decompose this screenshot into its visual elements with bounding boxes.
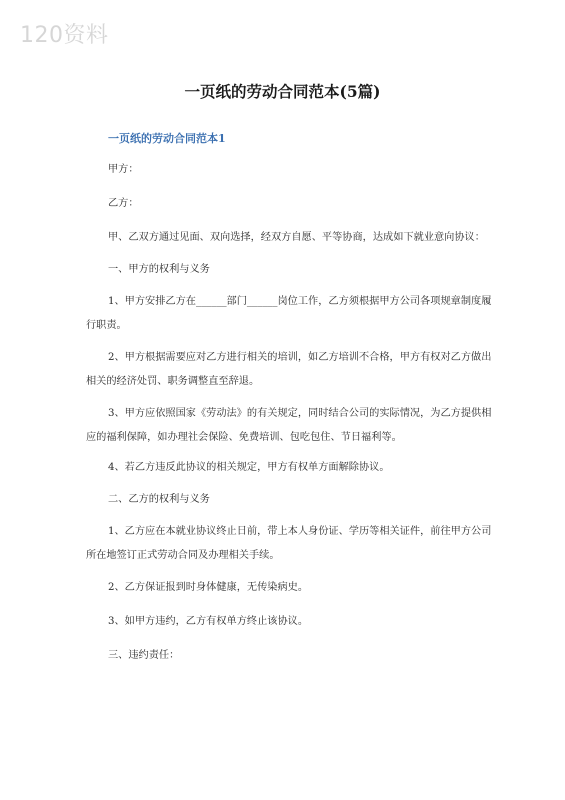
paragraph-a-clause-2: 2、甲方根据需要应对乙方进行相关的培训，如乙方培训不合格，甲方有权对乙方做出相关的经济处罚、职务调整直至辞退。 bbox=[86, 352, 492, 387]
paragraph-b-clause-3: 3、如甲方违约，乙方有权单方终止该协议。 bbox=[108, 616, 309, 627]
paragraph-a-clause-1: 1、甲方安排乙方在______部门______岗位工作，乙方须根据甲方公司各项规章制度履行职责。 bbox=[86, 296, 492, 331]
section-title: 一页纸的劳动合同范本1 bbox=[108, 132, 226, 145]
heading-party-b-rights: 二、乙方的权利与义务 bbox=[108, 494, 210, 505]
paragraph-a-clause-3: 3、甲方应依照国家《劳动法》的有关规定，同时结合公司的实际情况，为乙方提供相应的福利保障，如办理社会保险、免费培训、包吃包住、节日福利等。 bbox=[86, 408, 492, 443]
paragraph-party-b: 乙方： bbox=[108, 198, 139, 209]
heading-breach-liability: 三、违约责任： bbox=[108, 650, 180, 661]
paragraph-a-clause-4: 4、若乙方违反此协议的相关规定，甲方有权单方面解除协议。 bbox=[108, 462, 390, 473]
heading-party-a-rights: 一、甲方的权利与义务 bbox=[108, 264, 210, 275]
paragraph-intro: 甲、乙双方通过见面、双向选择，经双方自愿、平等协商，达成如下就业意向协议： bbox=[108, 232, 485, 243]
watermark-text: 120资料 bbox=[20, 23, 109, 48]
paragraph-party-a: 甲方： bbox=[108, 164, 139, 175]
paragraph-b-clause-2: 2、乙方保证报到时身体健康，无传染病史。 bbox=[108, 582, 309, 593]
paragraph-b-clause-1: 1、乙方应在本就业协议终止日前，带上本人身份证、学历等相关证件，前往甲方公司所在地签订正式劳动合同及办理相关手续。 bbox=[86, 526, 492, 561]
document-title: 一页纸的劳动合同范本(5篇) bbox=[184, 82, 381, 101]
